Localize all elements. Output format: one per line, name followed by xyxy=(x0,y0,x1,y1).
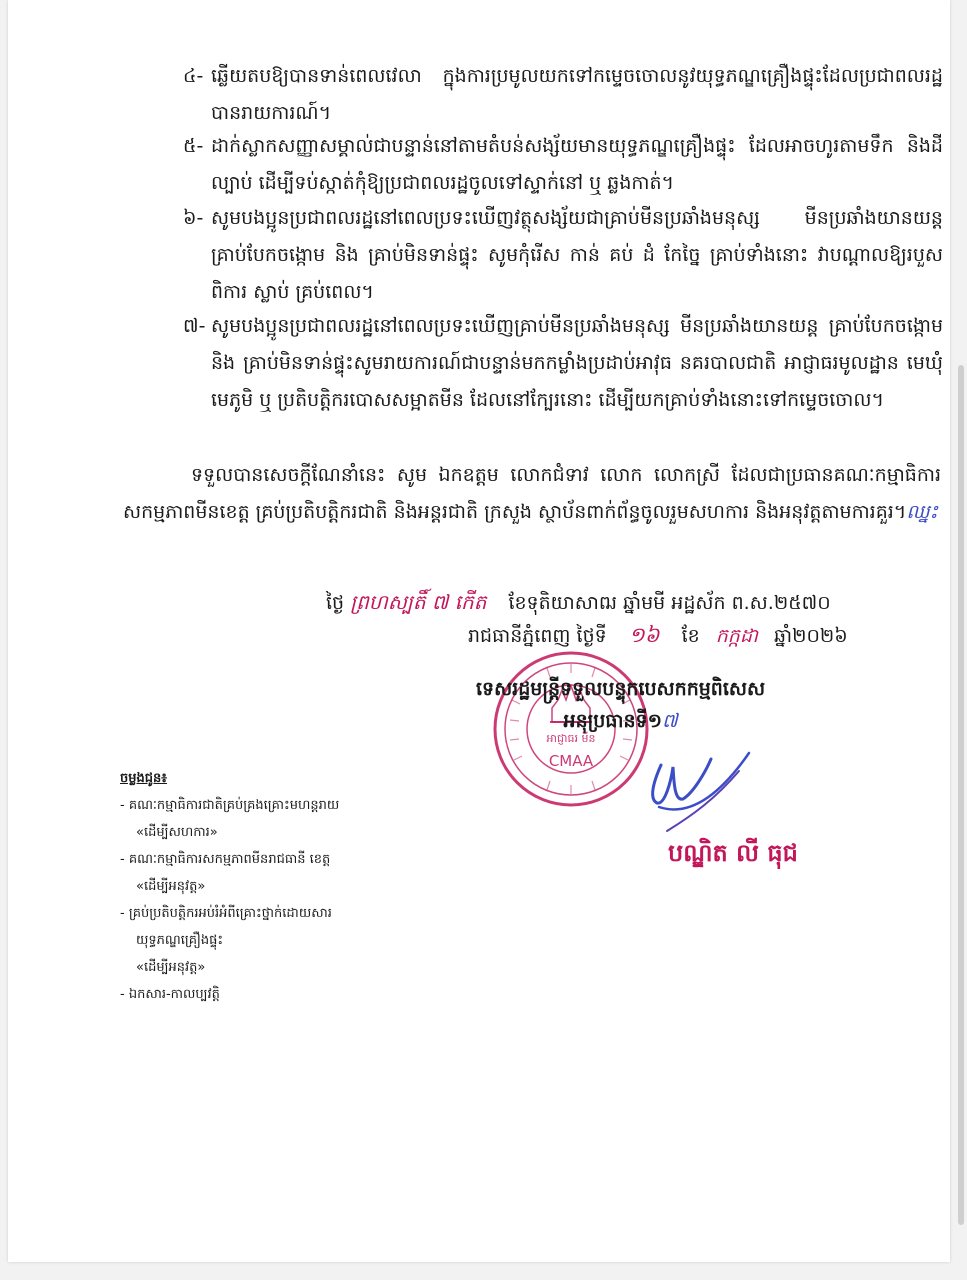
intro-text: ទទួលបានសេចក្តីណែនាំនេះ សូម ឯកឧត្តម លោកជំទាវ លោក លោកស្រី ដែលជាប្រធានគណៈកម្មាធិការសកម្មភាពមីនខេត្ត គ្រប់ប្រតិបត្តិករជាតិ និងអន្តរជាតិ ក្រសួង ស្ថាប័នពាក់ព័ន្ធចូលរួមសហការ និងអនុវត្តតាមការគួរ។ xyxy=(123,464,941,523)
item-text: ឆ្លើយតបឱ្យបានទាន់ពេលវេលា ក្នុងការប្រមូលយកទៅកម្ទេចចោលនូវយុទ្ធភណ្ឌគ្រឿងផ្ទុះដែលប្រជាពលរដ្ឋបានរាយការណ៍។ xyxy=(211,65,943,124)
solar-date-line xyxy=(468,620,848,651)
cc-heading: ចម្លងជូន៖ xyxy=(120,771,167,786)
handwritten-month: កក្កដា xyxy=(715,625,758,647)
item-text: សូមបងប្អូនប្រជាពលរដ្ឋនៅពេលប្រទះឃើញវត្ថុសង្ស័យជាគ្រាប់មីនប្រឆាំងមនុស្ស មីនប្រឆាំងយានយន្ត គ្រាប់បែកចង្កោម និង គ្រាប់មិនទាន់ផ្ទុះ សូមកុំរើស កាន់ គប់ ដំ កែច្នៃ គ្រាប់ទាំងនោះ វាបណ្តាលឱ្យរបួស ពិការ ស្លាប់ គ្រប់ពេល។ xyxy=(211,207,943,303)
item-number: ៤- xyxy=(183,65,204,87)
seal-center-text: អាជ្ញាធរ មីន xyxy=(546,732,596,745)
copy-distribution-list xyxy=(120,765,420,1008)
handwritten-note: ឈ្នះ xyxy=(906,501,938,523)
list-item xyxy=(183,200,943,311)
seal-abbreviation: CMAA xyxy=(548,752,594,770)
item-number: ៥- xyxy=(183,135,204,157)
cc-entry: - ឯកសារ-កាលប្បវត្តិ xyxy=(120,987,220,1002)
cc-entry-purpose: «ដើម្បីអនុវត្ត» xyxy=(136,879,206,894)
office-title: ទេសរដ្ឋមន្ត្រីទទួលបន្ទុកបេសកកម្មពិសេស xyxy=(476,678,766,700)
office-position: អនុប្រធានទី១ xyxy=(563,710,662,732)
intro-paragraph xyxy=(123,457,941,531)
item-number: ៦- xyxy=(183,207,204,229)
list-item xyxy=(183,58,943,132)
signer-name: បណ្ឌិត លី ធុជ xyxy=(668,838,798,867)
handwritten-day: ព្រហស្បតិ៍ ៧ កើត xyxy=(350,590,487,614)
handwritten-position-number: ៧ xyxy=(661,710,678,732)
cc-entry: - គណៈកម្មាធិការសកម្មភាពមីនរាជធានី ខេត្ត xyxy=(120,852,331,867)
month-label: ខែ xyxy=(681,625,700,647)
handwritten-day-number: ១៦ xyxy=(628,623,660,647)
cc-entry: - គ្រប់ប្រតិបត្តិករអប់រំអំពីគ្រោះថ្នាក់ដោយសារ xyxy=(120,906,332,921)
item-text: សូមបងប្អូនប្រជាពលរដ្ឋនៅពេលប្រទះឃើញគ្រាប់មីនប្រឆាំងមនុស្ស មីនប្រឆាំងយានយន្ត គ្រាប់បែកចង្កោម និង គ្រាប់មិនទាន់ផ្ទុះសូមរាយការណ៍ជាបន្ទាន់មកកម្លាំងប្រដាប់អាវុធ នគរបាលជាតិ អាជ្ញាធរមូលដ្ឋាន មេឃុំ មេភូមិ ឬ ប្រតិបត្តិករបោសសម្អាតមីន ដែលនៅក្បែរនោះ ដើម្បីយកគ្រាប់ទាំងនោះទៅកម្ទេចចោល។ xyxy=(211,315,943,411)
signer-office xyxy=(476,673,765,737)
document-page xyxy=(8,0,950,1262)
lunar-date-line xyxy=(326,587,831,618)
handwritten-signature xyxy=(643,745,753,835)
year: ឆ្នាំ២០២៦ xyxy=(773,625,848,647)
scrollbar[interactable] xyxy=(958,365,964,1225)
place-date-prefix: រាជធានីភ្នំពេញ ថ្ងៃទី xyxy=(468,625,607,647)
lunar-date-rest: ខែទុតិយាសាឍ ឆ្នាំមមី អដ្ឋស័ក ព.ស.២៥៧០ xyxy=(508,592,831,614)
cc-entry-purpose: «ដើម្បីអនុវត្ត» xyxy=(136,960,206,975)
list-item xyxy=(183,308,943,419)
cc-entry-continuation: យុទ្ធភណ្ឌគ្រឿងផ្ទុះ xyxy=(136,933,224,948)
item-number: ៧- xyxy=(183,315,206,337)
date-prefix: ថ្ងៃ xyxy=(326,592,345,614)
cc-entry: - គណៈកម្មាធិការជាតិគ្រប់គ្រងគ្រោះមហន្តរាយ xyxy=(120,798,340,813)
item-text: ដាក់ស្លាកសញ្ញាសម្គាល់ជាបន្ទាន់នៅតាមតំបន់សង្ស័យមានយុទ្ធភណ្ឌគ្រឿងផ្ទុះ ដែលអាចហូរតាមទឹក និងដីល្បាប់ ដើម្បីទប់ស្កាត់កុំឱ្យប្រជាពលរដ្ឋចូលទៅស្ទាក់នៅ ឬ ឆ្លងកាត់។ xyxy=(211,135,943,194)
cc-entry-purpose: «ដើម្បីសហការ» xyxy=(136,825,218,840)
list-item xyxy=(183,128,943,202)
